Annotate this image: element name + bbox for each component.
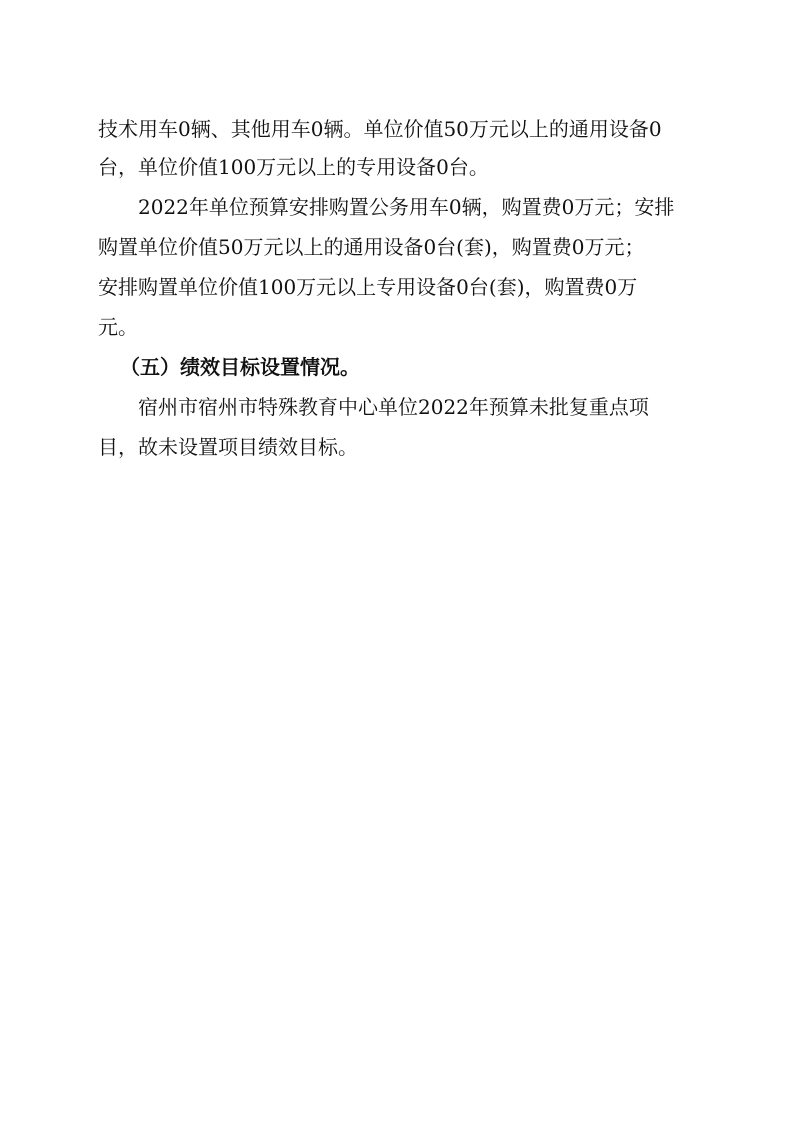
paragraph-1-line-2-row [0, 150, 793, 184]
section-heading: （五）绩效目标设置情况。 [120, 355, 360, 379]
paragraph-1-line-2: 台，单位价值100万元以上的专用设备0台。 [98, 155, 489, 179]
paragraph-3-line-2-row [0, 430, 793, 464]
paragraph-1-line-1-row [0, 112, 793, 146]
paragraph-2-line-4-row [0, 310, 793, 344]
paragraph-2-line-1-row [0, 190, 793, 224]
paragraph-2-line-1: 2022年单位预算安排购置公务用车0辆，购置费0万元；安排 [138, 195, 675, 219]
paragraph-2-line-3: 安排购置单位价值100万元以上专用设备0台(套)，购置费0万 [98, 275, 638, 299]
paragraph-3-line-1: 宿州市宿州市特殊教育中心单位2022年预算未批复重点项 [138, 395, 649, 419]
paragraph-2-line-4: 元。 [98, 315, 138, 339]
paragraph-2-line-2: 购置单位价值50万元以上的通用设备0台(套)，购置费0万元； [98, 235, 645, 259]
paragraph-3-line-2: 目，故未设置项目绩效目标。 [98, 435, 358, 459]
paragraph-2-line-3-row [0, 270, 793, 304]
paragraph-3-line-1-row [0, 390, 793, 424]
paragraph-1-line-1: 技术用车0辆、其他用车0辆。单位价值50万元以上的通用设备0 [98, 117, 662, 141]
paragraph-2-line-2-row [0, 230, 793, 264]
section-heading-row [0, 350, 793, 384]
